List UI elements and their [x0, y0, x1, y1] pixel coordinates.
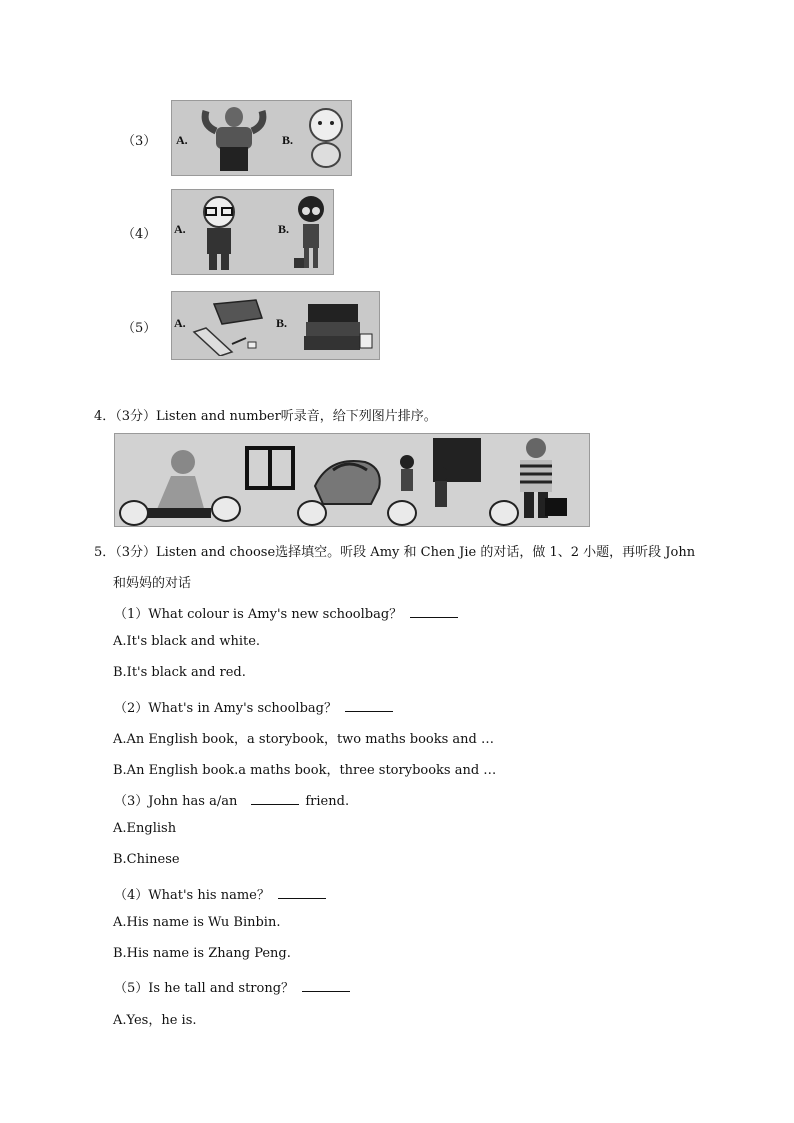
number-circle-3[interactable] — [297, 500, 327, 526]
q5-item-3-option-a: A.English — [113, 821, 177, 836]
answer-blank[interactable] — [251, 792, 299, 805]
book-and-ruler-illustration — [188, 294, 268, 356]
q5-item-1-option-b: B.It's black and red. — [113, 665, 246, 680]
q5-item-5-question: （5）Is he tall and strong？ — [114, 977, 350, 996]
window-illustration — [243, 444, 303, 494]
q5-item-2-question: （2）What's in Amy's schoolbag？ — [114, 697, 393, 716]
question-5-text: 5．（3分）Listen and choose选择填空。听段 Amy 和 Chen Jie 的对话，做 1、2 小题，再听段 John — [94, 545, 696, 560]
strong-man-illustration — [194, 103, 274, 173]
q5-item-4-question: （4）What's his name？ — [114, 884, 326, 903]
number-circle-1[interactable] — [119, 500, 149, 526]
q5-item-3-option-b: B.Chinese — [113, 852, 180, 867]
option-a-label: A. — [176, 133, 188, 147]
q5-item-4-option-a: A.His name is Wu Binbin. — [113, 915, 281, 930]
item-number: （3） — [122, 134, 157, 149]
q5-item-1-option-a: A.It's black and white. — [113, 634, 261, 649]
q5-item-5-option-a: A.Yes，he is. — [113, 1013, 197, 1028]
picture-panel-5 — [171, 291, 380, 360]
answer-blank[interactable] — [410, 605, 458, 618]
option-b-label: B. — [282, 133, 294, 147]
option-b-label: B. — [276, 316, 288, 330]
question-5-text-cont: 和妈妈的对话 — [113, 576, 192, 591]
number-circle-4[interactable] — [387, 500, 417, 526]
item-number: （4） — [122, 227, 157, 242]
answer-blank[interactable] — [345, 699, 393, 712]
option-a-label: A. — [174, 222, 186, 236]
number-circle-5[interactable] — [489, 500, 519, 526]
answer-blank[interactable] — [302, 979, 350, 992]
answer-blank[interactable] — [278, 886, 326, 899]
baby-illustration — [304, 105, 348, 171]
q5-item-1-question: （1）What colour is Amy's new schoolbag？ — [114, 603, 458, 622]
q5-item-4-option-b: B.His name is Zhang Peng. — [113, 946, 291, 961]
question-4-picture-strip — [114, 433, 590, 527]
number-circle-2[interactable] — [211, 496, 241, 522]
q5-item-2-option-b: B.An English book.a maths book，three storybooks and … — [113, 763, 497, 778]
picture-panel-3 — [171, 100, 352, 176]
option-b-label: B. — [278, 222, 290, 236]
option-a-label: A. — [174, 316, 186, 330]
item-number: （5） — [122, 321, 157, 336]
q5-item-2-option-a: A.An English book，a storybook，two maths books and … — [113, 732, 494, 747]
question-4-text: 4．（3分）Listen and number听录音，给下列图片排序。 — [94, 409, 437, 424]
boy-with-glasses-illustration — [194, 192, 244, 272]
q5-item-3-question: （3）John has a/an friend. — [114, 794, 350, 809]
girl-with-glasses-illustration — [290, 192, 332, 272]
picture-panel-4 — [171, 189, 334, 275]
books-stack-illustration — [296, 294, 378, 356]
schoolbag-illustration — [309, 450, 387, 510]
